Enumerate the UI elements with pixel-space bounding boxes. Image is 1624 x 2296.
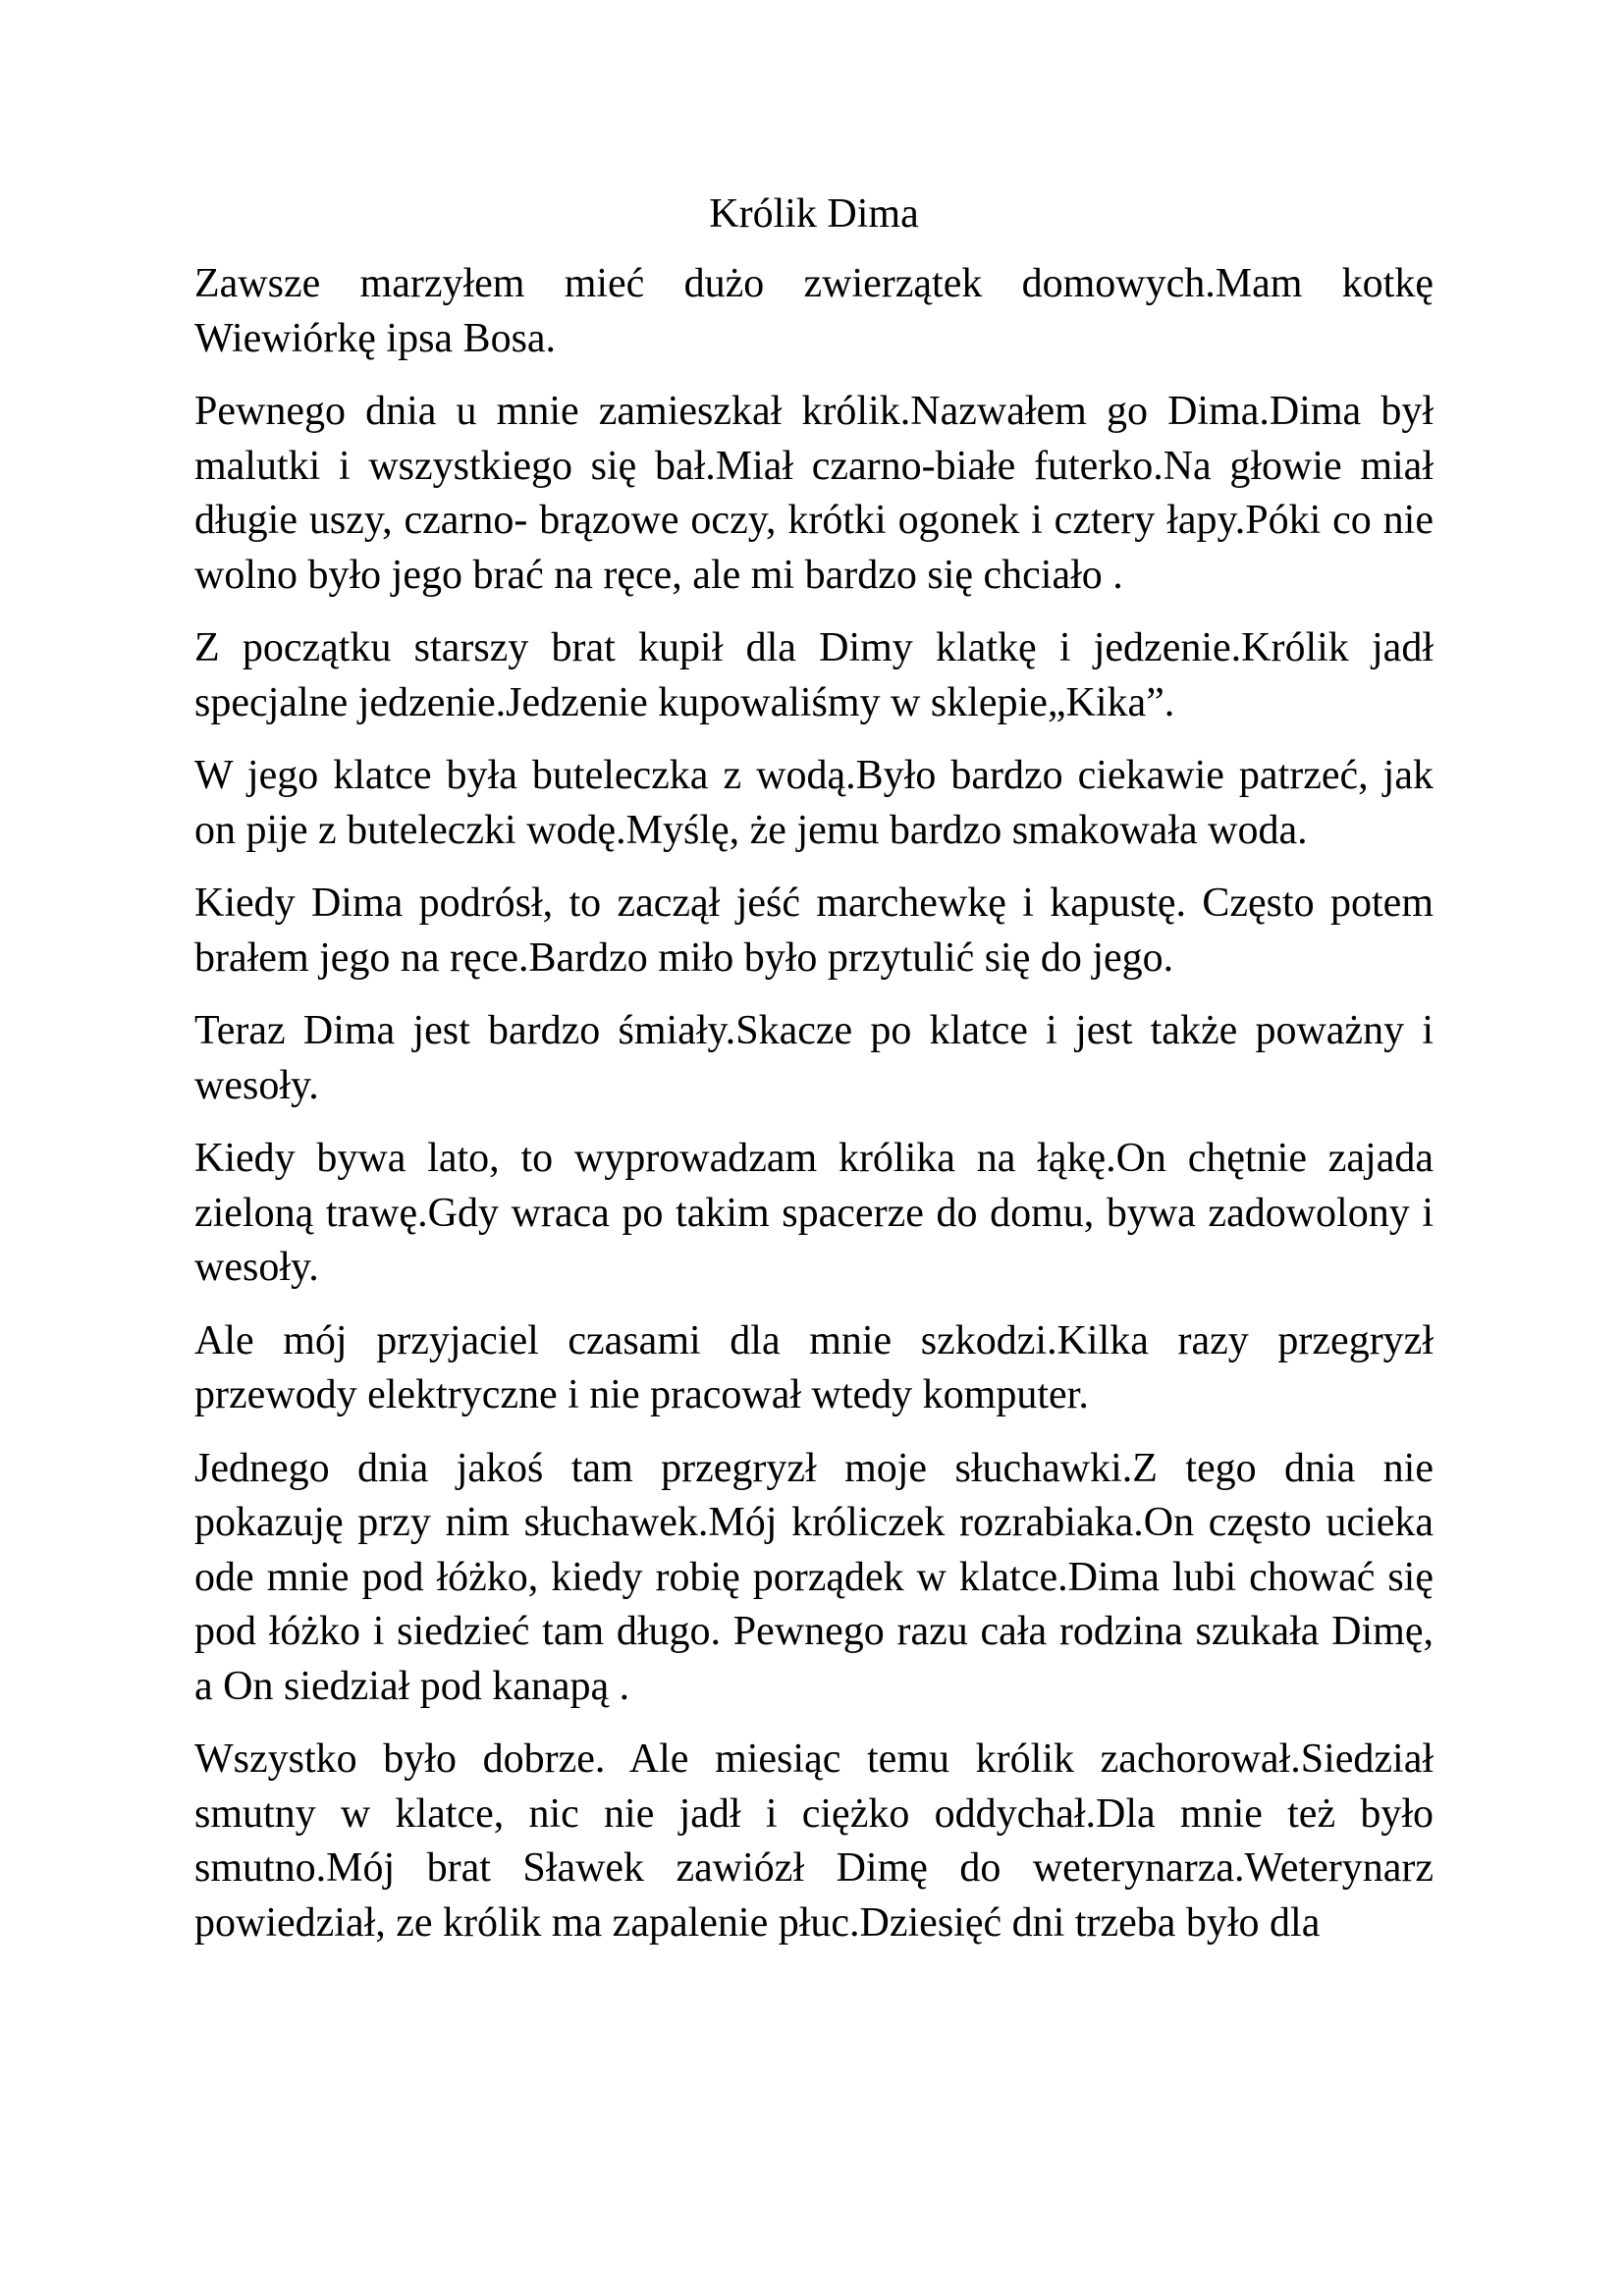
paragraph: Jednego dnia jakoś tam przegryzł moje słuchawki.Z tego dnia nie pokazuję przy nim słuchawek.Mój króliczek rozrabiaka.On często ucieka ode mnie pod łóżko, kiedy robię porządek w klatce.Dima lubi chować się pod łóżko i siedzieć tam długo. Pewnego razu cała rodzina szukała Dimę, a On siedział pod kanapą .: [194, 1445, 1434, 1709]
paragraph: Wszystko było dobrze. Ale miesiąc temu królik zachorował.Siedział smutny w klatce, nic nie jadł i ciężko oddychał.Dla mnie też było smutno.Mój brat Sławek zawiózł Dimę do weterynarza.Weterynarz powiedział, ze królik ma zapalenie płuc.Dziesięć dni trzeba było dla: [194, 1736, 1434, 1946]
paragraph: Zawsze marzyłem mieć dużo zwierzątek domowych.Mam kotkę Wiewiórkę ipsa Bosa.: [194, 261, 1434, 361]
paragraph: Kiedy Dima podrósł, to zaczął jeść marchewkę i kapustę. Często potem brałem jego na ręce.Bardzo miło było przytulić się do jego.: [194, 881, 1434, 981]
paragraph: Teraz Dima jest bardzo śmiały.Skacze po klatce i jest także poważny i wesoły.: [194, 1008, 1434, 1108]
paragraph: Kiedy bywa lato, to wyprowadzam królika na łąkę.On chętnie zajada zieloną trawę.Gdy wraca po takim spacerze do domu, bywa zadowolony i wesoły.: [194, 1136, 1434, 1290]
document-body: [194, 187, 1434, 1969]
document-title: Królik Dima: [709, 191, 919, 237]
paragraph: W jego klatce była buteleczka z wodą.Było bardzo ciekawie patrzeć, jak on pije z buteleczki wodę.Myślę, że jemu bardzo smakowała woda.: [194, 753, 1434, 853]
paragraph: Z początku starszy brat kupił dla Dimy klatkę i jedzenie.Królik jadł specjalne jedzenie.Jedzenie kupowaliśmy w sklepie„Kika”.: [194, 625, 1434, 725]
paragraph: Ale mój przyjaciel czasami dla mnie szkodzi.Kilka razy przegryzł przewody elektryczne i nie pracował wtedy komputer.: [194, 1317, 1434, 1417]
paragraph: Pewnego dnia u mnie zamieszkał królik.Nazwałem go Dima.Dima był malutki i wszystkiego się bał.Miał czarno-białe futerko.Na głowie miał długie uszy, czarno- brązowe oczy, krótki ogonek i cztery łapy.Póki co nie wolno było jego brać na ręce, ale mi bardzo się chciało .: [194, 389, 1434, 598]
